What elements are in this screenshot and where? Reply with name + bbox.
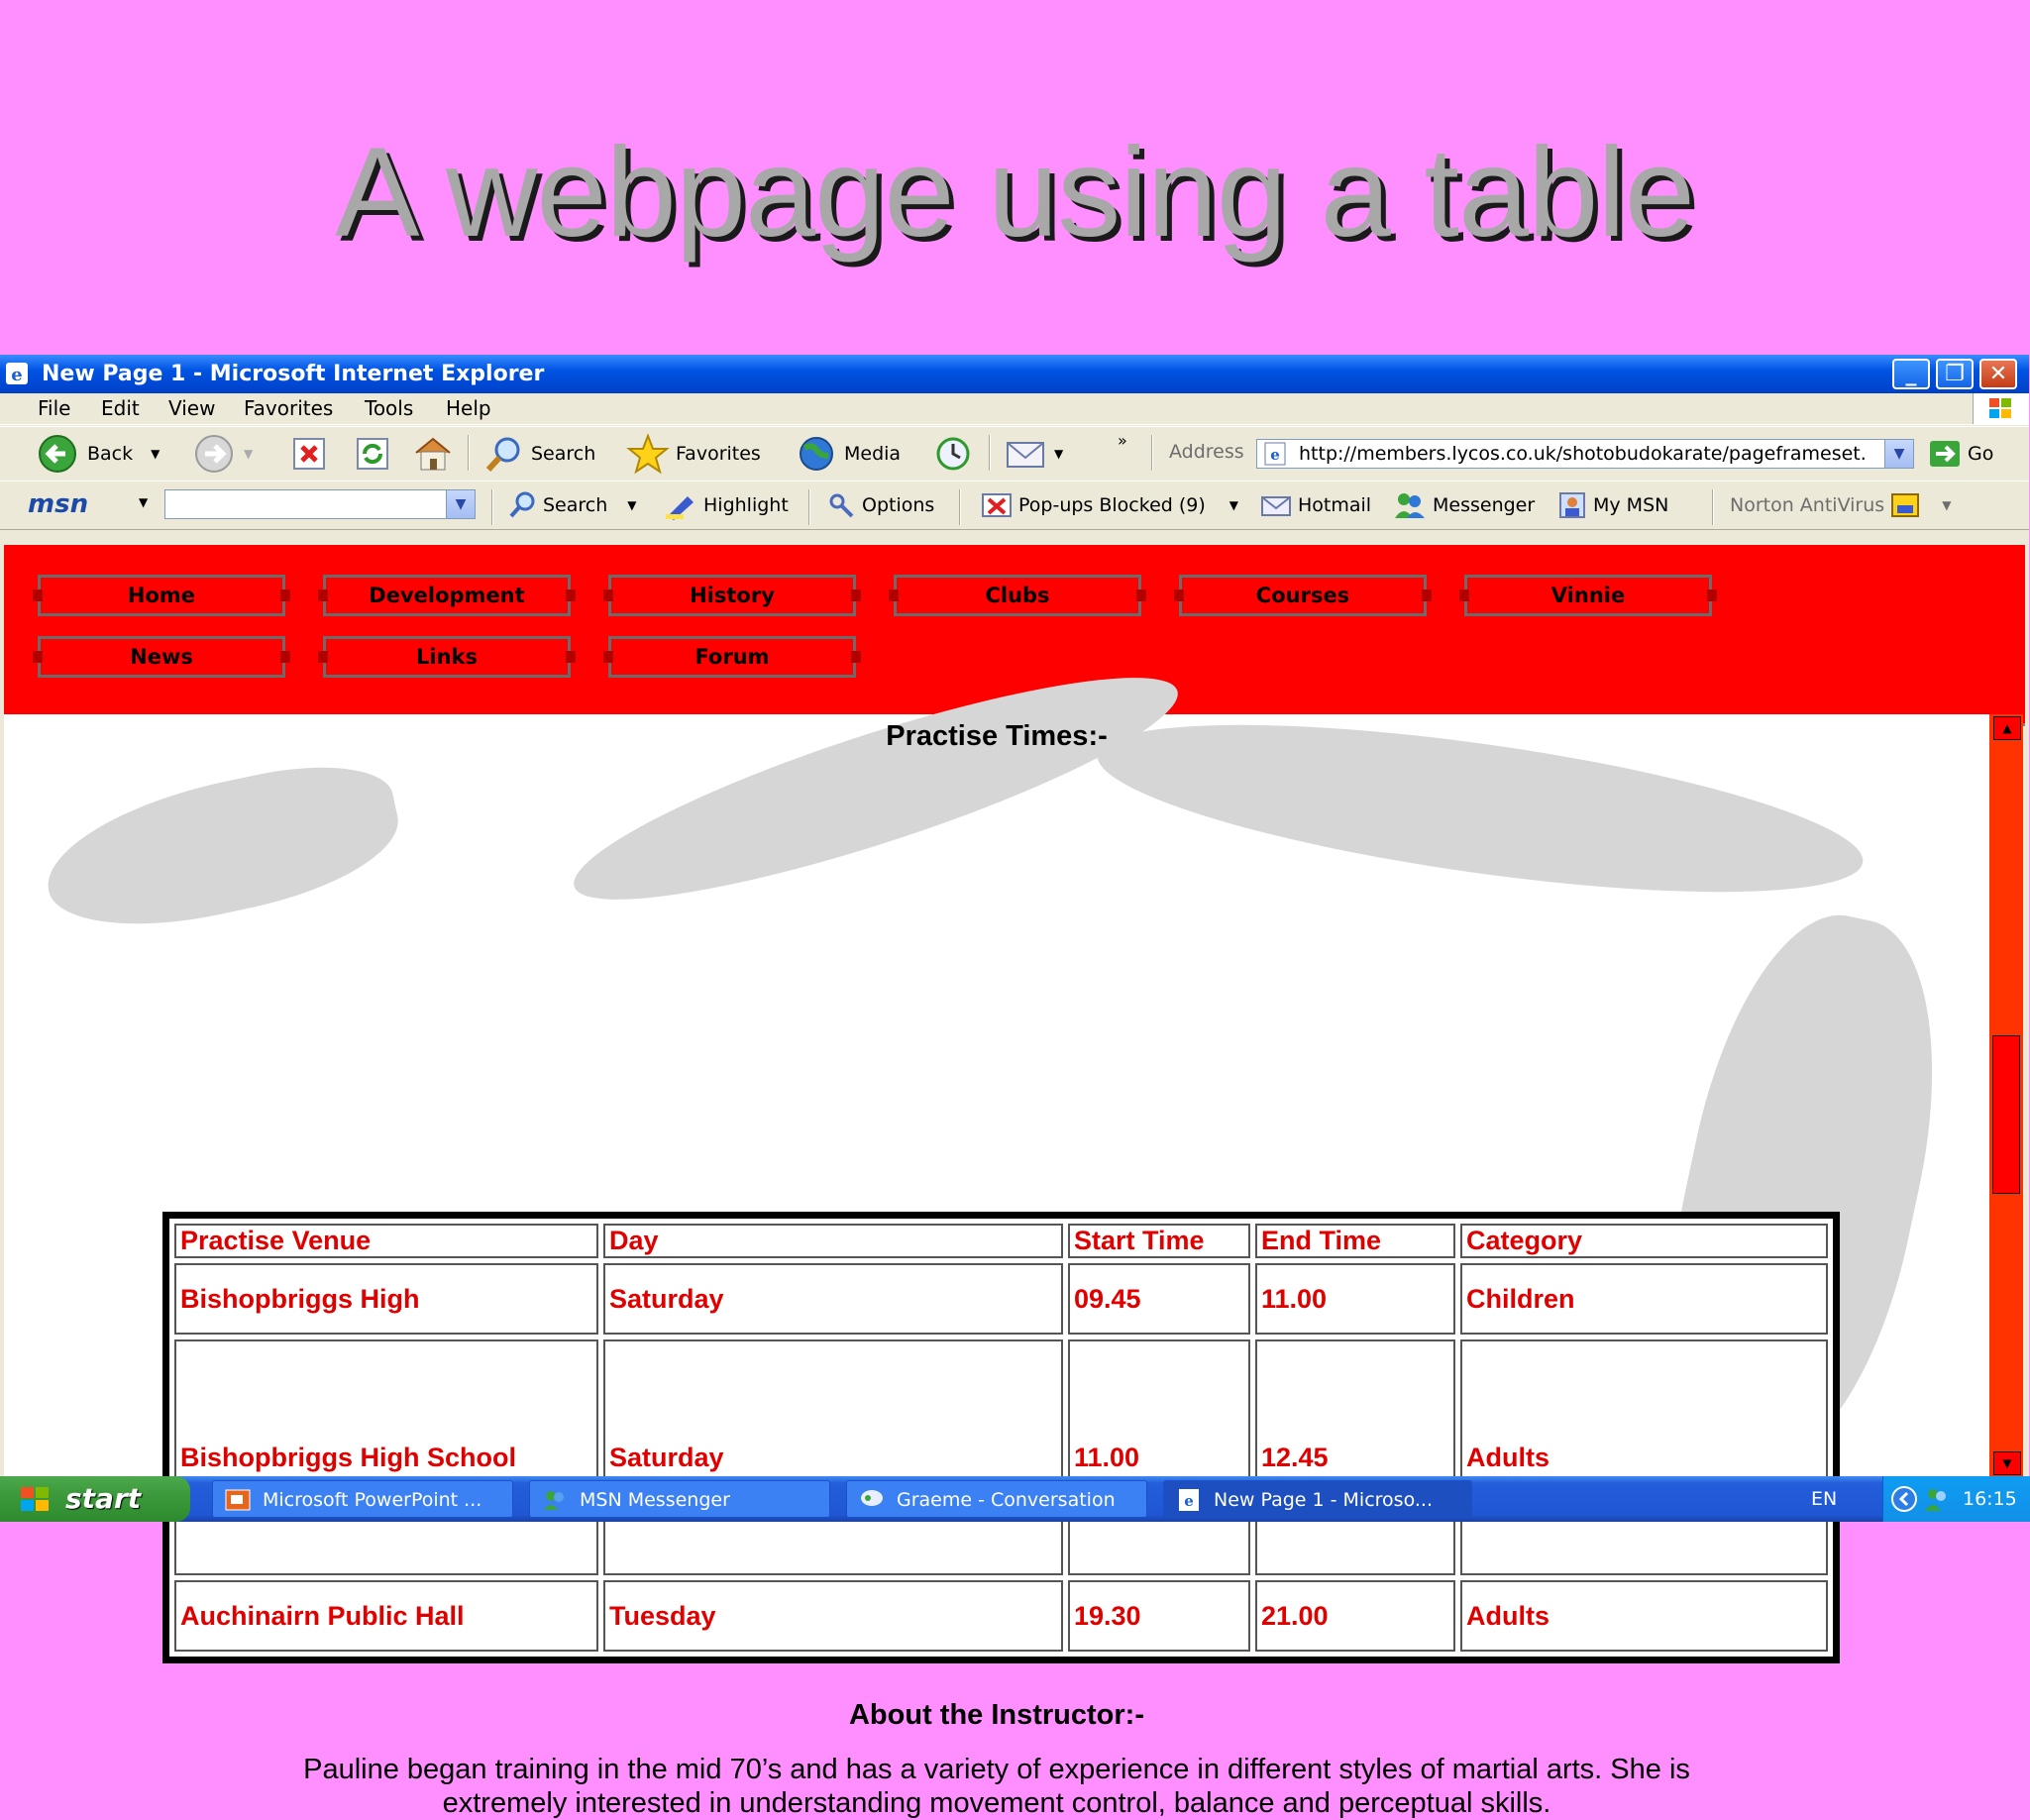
minimize-button[interactable] <box>1892 359 1930 389</box>
restore-icon: ❐ <box>1945 362 1965 386</box>
forward-button[interactable] <box>192 427 253 481</box>
table-cell: 11.00 <box>1255 1263 1455 1335</box>
menu-favorites[interactable]: Favorites <box>244 396 334 420</box>
task-msn-messenger[interactable]: MSN Messenger <box>529 1480 830 1518</box>
msn-toolbar <box>0 481 2029 530</box>
messenger-button[interactable]: Messenger <box>1393 482 1535 529</box>
table-cell: 09.45 <box>1068 1263 1250 1335</box>
nav-history[interactable]: History <box>608 575 856 616</box>
menu-edit[interactable]: Edit <box>101 396 140 420</box>
table-header: Start Time <box>1068 1224 1250 1258</box>
go-button[interactable]: Go <box>1928 427 1993 481</box>
table-header: Day <box>603 1224 1063 1258</box>
hotmail-envelope-icon <box>1260 491 1292 519</box>
standard-toolbar <box>0 426 2029 482</box>
table-row <box>174 1580 1828 1652</box>
start-button[interactable]: start <box>0 1476 190 1522</box>
norton-icon <box>1890 491 1922 519</box>
menu-bar <box>0 393 2029 425</box>
menu-help[interactable]: Help <box>446 396 491 420</box>
close-button[interactable] <box>1979 359 2017 389</box>
refresh-button[interactable] <box>355 427 390 481</box>
options-button[interactable]: Options <box>826 482 934 529</box>
address-url: http://members.lycos.co.uk/shotobudokarate/pageframeset. <box>1299 443 1867 465</box>
history-button[interactable] <box>929 427 975 481</box>
home-icon <box>412 435 454 473</box>
background-figure <box>34 748 409 948</box>
nav-home[interactable]: Home <box>38 575 285 616</box>
table-cell: 19.30 <box>1068 1580 1250 1652</box>
task-powerpoint[interactable]: Microsoft PowerPoint ... <box>212 1480 513 1518</box>
table-cell: Auchinairn Public Hall <box>174 1580 598 1652</box>
ie-page-icon <box>1176 1488 1202 1512</box>
page-icon <box>1261 441 1289 467</box>
options-icon <box>826 490 856 520</box>
table-header: End Time <box>1255 1224 1455 1258</box>
mail-button[interactable] <box>1005 427 1063 481</box>
messenger-buddies-icon <box>1393 490 1427 520</box>
restore-button[interactable] <box>1936 359 1974 389</box>
instructor-text-line: Pauline began training in the mid 70’s and has a variety of experience in different styles of martial arts. She is <box>303 1754 1690 1785</box>
media-button[interactable]: Media <box>795 427 901 481</box>
msn-search-input[interactable] <box>164 489 476 519</box>
highlight-button[interactable]: Highlight <box>664 482 789 529</box>
table-row <box>174 1339 1828 1575</box>
nav-links[interactable]: Links <box>323 636 571 678</box>
nav-clubs[interactable]: Clubs <box>894 575 1141 616</box>
mail-icon <box>1005 436 1048 472</box>
nav-vinnie[interactable]: Vinnie <box>1464 575 1712 616</box>
table-cell: Bishopbriggs High School <box>174 1339 598 1575</box>
svg-text:e: e <box>1270 446 1280 464</box>
table-header: Category <box>1460 1224 1828 1258</box>
minimize-icon: _ <box>1905 362 1917 386</box>
menu-file[interactable]: File <box>38 396 71 420</box>
scroll-thumb[interactable] <box>1992 1035 2020 1194</box>
windows-flag-icon <box>1973 393 2029 424</box>
mymsn-button[interactable]: My MSN <box>1557 482 1668 529</box>
close-icon: ✕ <box>1988 362 2008 386</box>
address-label: Address <box>1169 441 1244 463</box>
nav-development[interactable]: Development <box>323 575 571 616</box>
table-cell: Adults <box>1460 1339 1828 1575</box>
tray-expand-icon[interactable] <box>1889 1484 1919 1514</box>
system-tray <box>1882 1476 2030 1522</box>
table-cell: 21.00 <box>1255 1580 1455 1652</box>
address-field[interactable] <box>1256 439 1914 469</box>
back-dropdown-icon[interactable]: ▼ <box>151 447 160 461</box>
mail-dropdown-icon: ▼ <box>1054 447 1064 461</box>
table-header-row <box>174 1224 1828 1258</box>
nav-forum[interactable]: Forum <box>608 636 856 678</box>
table-cell: Saturday <box>603 1339 1063 1575</box>
task-conversation[interactable]: Graeme - Conversation <box>846 1480 1147 1518</box>
msn-search-dropdown-icon[interactable]: ▼ <box>446 490 475 518</box>
media-globe-icon <box>795 434 838 474</box>
refresh-icon <box>355 436 390 472</box>
conversation-icon <box>859 1488 885 1512</box>
msn-search-button[interactable]: Search ▼ <box>507 482 637 529</box>
favorites-star-icon <box>626 434 670 474</box>
highlight-pen-icon <box>664 490 697 520</box>
msn-dropdown-icon[interactable]: ▼ <box>139 495 149 509</box>
nav-courses[interactable]: Courses <box>1179 575 1427 616</box>
taskbar <box>0 1476 2029 1522</box>
svg-text:e: e <box>11 365 23 385</box>
table-cell: Bishopbriggs High <box>174 1263 598 1335</box>
powerpoint-icon <box>225 1488 251 1512</box>
popups-blocked-button[interactable]: Pop-ups Blocked (9) ▼ <box>981 482 1238 529</box>
practise-times-table <box>162 1212 1840 1663</box>
popups-dropdown-icon[interactable]: ▼ <box>1229 498 1239 512</box>
back-arrow-icon <box>36 434 81 474</box>
mymsn-icon <box>1557 490 1587 520</box>
table-row <box>174 1263 1828 1335</box>
stop-icon <box>291 436 327 472</box>
messenger-icon <box>542 1488 568 1512</box>
ie-logo-icon <box>4 361 30 386</box>
slide-title: A webpage using a table <box>335 122 1694 264</box>
hotmail-button[interactable]: Hotmail <box>1260 482 1371 529</box>
norton-antivirus-button[interactable]: Norton AntiVirus ▼ <box>1730 482 1951 529</box>
msn-search-icon <box>507 490 537 520</box>
language-indicator[interactable]: EN <box>1811 1488 1838 1510</box>
back-button[interactable]: Back ▼ <box>36 427 160 481</box>
instructor-heading: About the Instructor:- <box>848 1699 1144 1731</box>
window-title: New Page 1 - Microsoft Internet Explorer <box>42 362 545 386</box>
task-internet-explorer[interactable]: e New Page 1 - Microso... <box>1163 1480 1472 1518</box>
table-cell: Adults <box>1460 1580 1828 1652</box>
vertical-scrollbar[interactable] <box>1989 714 2023 1476</box>
menu-view[interactable]: View <box>168 396 216 420</box>
table-cell: 11.00 <box>1068 1339 1250 1575</box>
table-cell: Children <box>1460 1263 1828 1335</box>
instructor-paragraph <box>63 1753 1930 1820</box>
scroll-down-icon[interactable]: ▼ <box>1993 1451 2021 1475</box>
home-button[interactable] <box>412 427 454 481</box>
forward-dropdown-icon: ▼ <box>244 447 254 461</box>
norton-dropdown-icon[interactable]: ▼ <box>1942 498 1952 512</box>
table-cell: 12.45 <box>1255 1339 1455 1575</box>
nav-news[interactable]: News <box>38 636 285 678</box>
search-button[interactable]: Search <box>483 427 595 481</box>
clock: 16:15 <box>1963 1488 2017 1510</box>
table-cell: Tuesday <box>603 1580 1063 1652</box>
table-header: Practise Venue <box>174 1224 598 1258</box>
menu-tools[interactable]: Tools <box>365 396 414 420</box>
messenger-tray-icon[interactable] <box>1923 1485 1951 1513</box>
toolbar-chevron-icon[interactable]: » <box>1118 431 1127 450</box>
history-icon <box>929 434 975 474</box>
scroll-up-icon[interactable]: ▲ <box>1993 716 2021 740</box>
msn-logo-icon: msn <box>28 489 89 519</box>
instructor-text-line: extremely interested in understanding movement control, balance and perceptual skills. <box>442 1787 1551 1819</box>
svg-text:e: e <box>1184 1492 1194 1510</box>
popup-blocked-icon <box>981 491 1013 519</box>
msn-search-options-icon[interactable]: ▼ <box>627 498 637 512</box>
favorites-button[interactable]: Favorites <box>626 427 761 481</box>
practise-times-heading: Practise Times:- <box>886 720 1108 752</box>
windows-flag-icon <box>20 1485 50 1513</box>
stop-button[interactable] <box>291 427 327 481</box>
table-cell: Saturday <box>603 1263 1063 1335</box>
window-titlebar[interactable] <box>0 355 2029 393</box>
forward-arrow-icon <box>192 434 238 474</box>
address-dropdown-icon[interactable]: ▼ <box>1884 440 1913 468</box>
go-arrow-icon <box>1928 439 1962 469</box>
search-icon <box>483 434 525 474</box>
